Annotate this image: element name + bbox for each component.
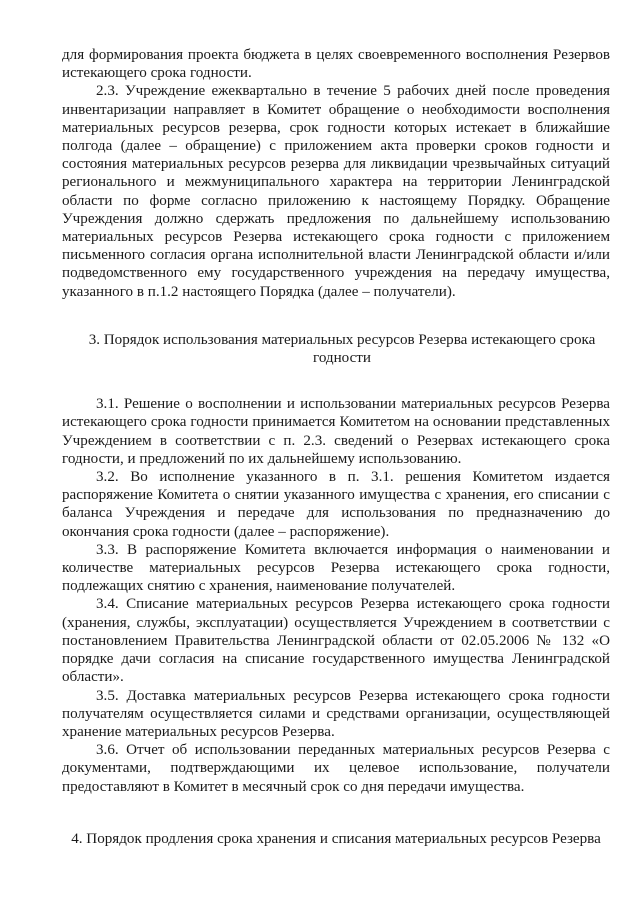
intro-paragraph: для формирования проекта бюджета в целях своевременного восполнения Резервов истекающего срока годности. — [62, 47, 610, 82]
paragraph-3-5: 3.5. Доставка материальных ресурсов Резерва истекающего срока годности получателям осуществляется силами и средствами организации, осуществляющей хранение материальных ресурсов Резерва. — [62, 687, 610, 740]
section-4-heading: 4. Порядок продления срока хранения и списания материальных ресурсов Резерва — [71, 830, 601, 847]
paragraph-3-6: 3.6. Отчет об использовании переданных материальных ресурсов Резерва с документами, подтверждающими их целевое использование, получатели предоставляют в Комитет в месячный срок со дня передачи имущества. — [62, 742, 610, 795]
paragraph-3-1: 3.1. Решение о восполнении и использовании материальных ресурсов Резерва истекающего срока годности принимается Комитетом на основании представленных Учреждением в соответствии с п. 2.3. сведений о Резервах истекающего срока годности, и предложений по их дальнейшему использованию. — [62, 396, 610, 467]
paragraph-3-4: 3.4. Списание материальных ресурсов Резерва истекающего срока годности (хранения, службы, эксплуатации) осуществляется Учреждением в соответствии с постановлением Правительства Ленинградской области от 02.05.2006 № 132 «О порядке дачи согласия на списание государственного имущества Ленинградской области». — [62, 596, 610, 686]
paragraph-2-3: 2.3. Учреждение ежеквартально в течение 5 рабочих дней после проведения инвентаризации направляет в Комитет обращение о необходимости восполнения материальных ресурсов резерва, срок годности которых истекает в ближайшие полгода (далее – обращение) с приложением акта проверки сроков годности и состояния материальных ресурсов резерва для ликвидации чрезвычайных ситуаций регионального и межмуниципального характера на территории Ленинградской области по форме согласно приложению к настоящему Порядку. Обращение Учреждения должно сдержать предложения по дальнейшему использованию материальных ресурсов Резерва истекающего срока годности с приложением письменного согласия органа исполнительной власти Ленинградской области и/или подведомственного ему государственного учреждения на передачу имущества, указанного в п.1.2 настоящего Порядка (далее – получатели). — [62, 83, 610, 300]
paragraph-3-3: 3.3. В распоряжение Комитета включается информация о наименовании и количестве материальных ресурсов Резерва истекающего срока годности, подлежащих снятию с хранения, наименование получателей. — [62, 541, 610, 595]
section-3-heading: 3. Порядок использования материальных ресурсов Резерва истекающего срока годности — [88, 331, 596, 367]
paragraph-3-2: 3.2. Во исполнение указанного в п. 3.1. решения Комитетом издается распоряжение Комитета о снятии указанного имущества с хранения, его списании с баланса Учреждения и передаче для использования по предназначению до окончания срока годности (далее – распоряжение). — [62, 469, 610, 540]
